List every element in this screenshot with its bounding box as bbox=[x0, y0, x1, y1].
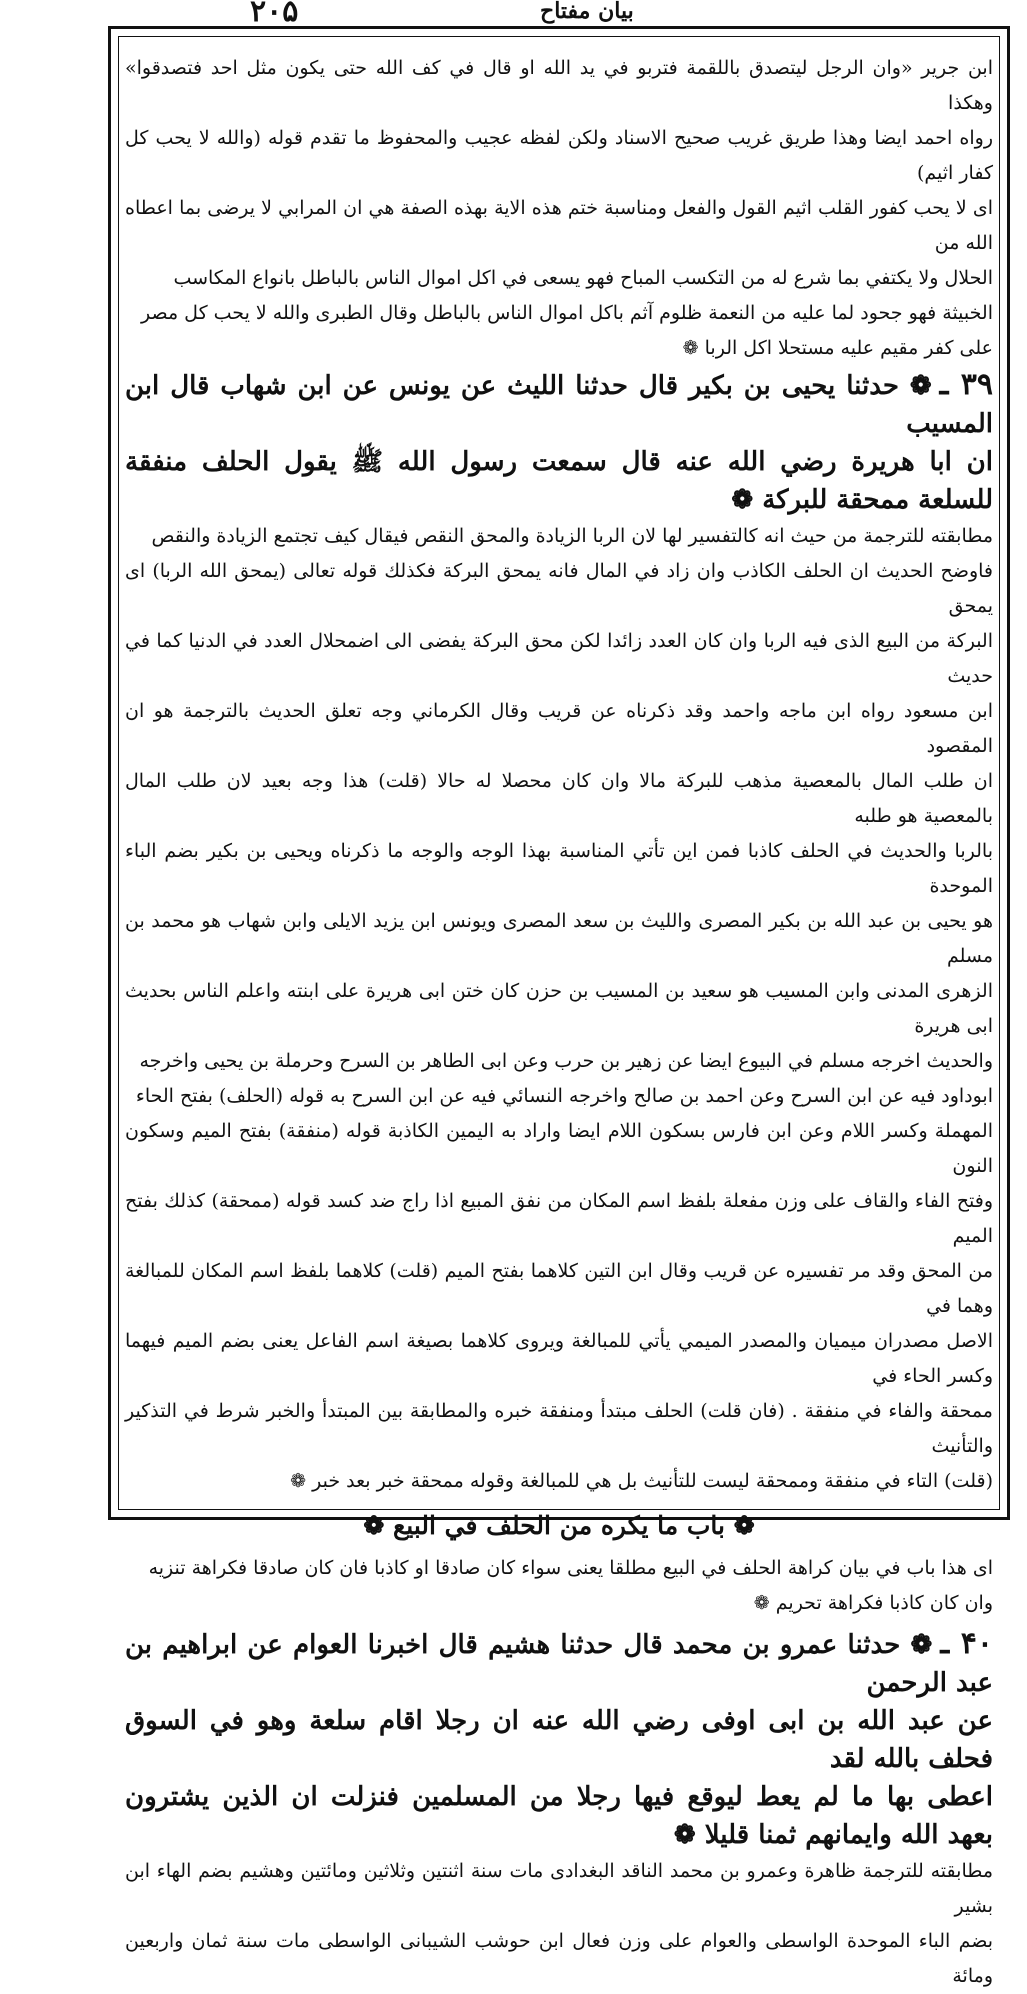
text-line: رواه احمد ايضا وهذا طريق غريب صحيح الاسناد ولكن لفظه عجيب والمحفوظ ما تقدم قوله (والله لا يحب كل كفار اثيم) bbox=[125, 127, 993, 184]
hadith-number: ۴۰ ـ bbox=[940, 1626, 994, 1661]
text-line: وان كان كاذبا فكراهة تحريم ❁ bbox=[753, 1592, 993, 1614]
text-line: والحديث اخرجه مسلم في البيوع ايضا عن زهير بن حرب وعن ابى الطاهر بن السرح وحرملة بن يحيى واخرجه bbox=[139, 1050, 993, 1072]
text-line: هو يحيى بن عبد الله بن بكير المصرى والليث بن سعد المصرى ويونس ابن يزيد الايلى وابن شهاب هو محمد بن مسلم bbox=[125, 910, 993, 967]
text-line: ان طلب المال بالمعصية مذهب للبركة مالا وان كان محصلا له حالا (قلت) هذا وجه بعيد لان طلب المال بالمعصية هو طلبه bbox=[125, 770, 993, 827]
hadith-text-line bbox=[125, 1625, 993, 1702]
text-line: الخبيثة فهو جحود لما عليه من النعمة ظلوم آثم باكل اموال الناس بالباطل وقال الطبرى والله لا يحب كل مصر bbox=[141, 302, 993, 324]
hadith-40 bbox=[125, 1625, 993, 1854]
page-body bbox=[125, 51, 994, 1987]
text-line: بالربا والحديث في الحلف كاذبا فمن اين تأتي المناسبة بهذا الوجه والوجه ما ذكرناه ويحيى بن بكير بضم الباء الموحدة bbox=[125, 840, 993, 897]
text-line: البركة من البيع الذى فيه الربا وان كان العدد زائدا لكن محق البركة يفضى الى اضمحلال العدد في الدنيا كما في حديث bbox=[125, 630, 994, 687]
text-line: الاصل مصدران ميميان والمصدر الميمي يأتي للمبالغة ويروى كلاهما بصيغة اسم الفاعل يعنى بضم الميم فيهما وكسر الحاء في bbox=[125, 1330, 993, 1387]
hadith-text: ❁ حدثنا عمرو بن محمد قال حدثنا هشيم قال اخبرنا العوام عن ابراهيم بن عبد الرحمن bbox=[125, 1630, 993, 1698]
text-line: ممحقة والفاء في منفقة . (فان قلت) الحلف مبتدأ ومنفقة خبره والمطابقة بين المبتدأ والخبر شرط في التذكير والتأنيث bbox=[125, 1400, 993, 1457]
commentary-39 bbox=[125, 519, 993, 1499]
text-line: ابن جرير «وان الرجل ليتصدق باللقمة فتربو في يد الله او قال في كف الله حتى يكون مثل احد فتصدقوا» وهكذا bbox=[125, 57, 993, 114]
hadith-39 bbox=[125, 366, 993, 519]
text-line: اى لا يحب كفور القلب اثيم القول والفعل ومناسبة ختم هذه الاية بهذه الصفة هي ان المرابي لا يرضى بما اعطاه الله من bbox=[125, 197, 993, 254]
text-line: الحلال ولا يكتفي بما شرع له من التكسب المباح فهو يسعى في اكل اموال الناس بالباطل بانواع المكاسب bbox=[173, 267, 993, 289]
text-line: اى هذا باب في بيان كراهة الحلف في البيع مطلقا يعنى سواء كان صادقا او كاذبا فان كان صادقا فكراهة تنزيه bbox=[148, 1557, 993, 1579]
text-line: ابن مسعود رواه ابن ماجه واحمد وقد ذكرناه عن قريب وقال الكرماني وجه تعلق الحديث بالترجمة هو ان المقصود bbox=[125, 700, 993, 757]
page-header bbox=[100, 0, 1020, 28]
hadith-text: ❁ حدثنا يحيى بن بكير قال حدثنا الليث عن يونس عن ابن شهاب قال ابن المسيب bbox=[125, 371, 993, 439]
text-line: وفتح الفاء والقاف على وزن مفعلة بلفظ اسم المكان من نفق المبيع اذا راج ضد كسد قوله (ممحقة) كذلك بفتح الميم bbox=[125, 1190, 993, 1247]
text-line: الزهرى المدنى وابن المسيب هو سعيد بن المسيب بن حزن كان ختن ابى هريرة على ابنته واعلم الناس بحديث ابى هريرة bbox=[125, 980, 993, 1037]
text-line: ابوداود فيه عن ابن السرح وعن احمد بن صالح واخرجه النسائي فيه عن ابن السرح به قوله (الحلف) بفتح الحاء bbox=[135, 1085, 993, 1107]
text-line: من المحق وقد مر تفسيره عن قريب وقال ابن التين كلاهما بفتح الميم (قلت) كلاهما بلفظ اسم المكان للمبالغة وهما في bbox=[125, 1260, 993, 1317]
hadith-text-line: عن عبد الله بن ابى اوفى رضي الله عنه ان رجلا اقام سلعة وهو في السوق فحلف بالله لقد bbox=[125, 1706, 993, 1774]
running-head: بیان مفتاح bbox=[540, 0, 634, 24]
hadith-text-line: اعطى بها ما لم يعط ليوقع فيها رجلا من المسلمين فنزلت ان الذين يشترون بعهد الله وايمانهم ثمنا قليلا ❁ bbox=[125, 1782, 993, 1850]
commentary-40 bbox=[125, 1854, 993, 1994]
page-number: ۲۰۵ bbox=[250, 0, 299, 29]
chapter-heading: ❁ باب ما يكره من الحلف في البيع ❁ bbox=[363, 1511, 755, 1540]
text-line: فاوضح الحديث ان الحلف الكاذب وان زاد في المال فانه يمحق البركة فكذلك قوله تعالى (يمحق الله الربا) اى يمحق bbox=[125, 560, 993, 617]
text-line: (قلت) التاء في منفقة وممحقة ليست للتأنيث بل هي للمبالغة وقوله ممحقة خبر بعد خبر ❁ bbox=[290, 1470, 993, 1492]
intro-commentary bbox=[125, 51, 993, 366]
text-line: المهملة وكسر اللام وعن ابن فارس بسكون اللام ايضا واراد به اليمين الكاذبة قوله (منفقة) بفتح الميم وسكون النون bbox=[125, 1120, 993, 1177]
hadith-text-line: ان ابا هريرة رضي الله عنه قال سمعت رسول الله ﷺ يقول الحلف منفقة للسلعة ممحقة للبركة ❁ bbox=[125, 447, 993, 515]
text-line: مطابقته للترجمة ظاهرة وعمرو بن محمد الناقد البغدادى مات سنة اثنتين وثلاثين ومائتين وهشيم بضم الهاء ابن بشير bbox=[125, 1860, 993, 1917]
page-border bbox=[108, 26, 1010, 1987]
text-line: بضم الباء الموحدة الواسطى والعوام على وزن فعال ابن حوشب الشيبانى الواسطى مات سنة ثمان واربعين ومائة bbox=[125, 1930, 993, 1987]
hadith-text-line bbox=[125, 366, 993, 443]
text-line: على كفر مقيم عليه مستحلا اكل الربا ❁ bbox=[682, 337, 993, 359]
text-line: مطابقته للترجمة من حيث انه كالتفسير لها لان الربا الزيادة والمحق النقص فيقال كيف تجتمع الزيادة والنقص bbox=[151, 525, 993, 547]
hadith-number: ۳۹ ـ bbox=[939, 367, 993, 402]
